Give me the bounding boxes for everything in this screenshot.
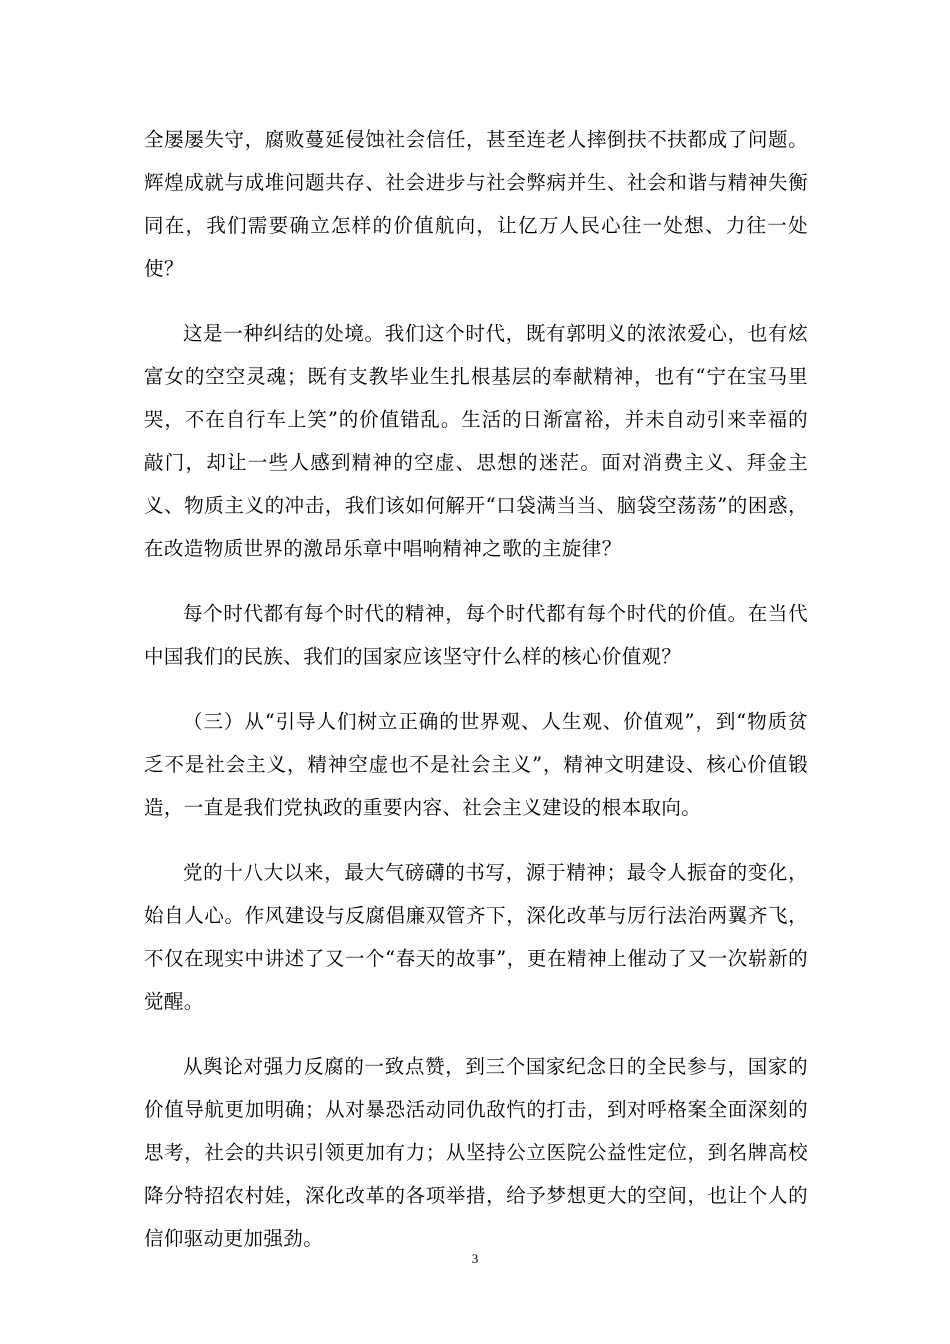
document-body: [144, 118, 808, 1282]
paragraph-dilemma: 这是一种纠结的处境。我们这个时代，既有郭明义的浓浓爱心，也有炫富女的空空灵魂；既有支教毕业生扎根基层的奉献精神，也有“宁在宝马里哭，不在自行车上笑”的价值错乱。生活的日渐富裕，并未自动引来幸福的敲门，却让一些人感到精神的空虚、思想的迷茫。面对消费主义、拜金主义、物质主义的冲击，我们该如何解开“口袋满当当、脑袋空荡荡”的困惑，在改造物质世界的激昂乐章中唱响精神之歌的主旋律？: [144, 322, 808, 560]
paragraph-section-three: （三）从“引导人们树立正确的世界观、人生观、价值观”，到“物质贫乏不是社会主义，精神空虚也不是社会主义”，精神文明建设、核心价值锻造，一直是我们党执政的重要内容、社会主义建设的根本取向。: [144, 710, 808, 819]
paragraph-eighteenth-congress: 党的十八大以来，最大气磅礴的书写，源于精神；最令人振奋的变化，始自人心。作风建设与反腐倡廉双管齐下，深化改革与厉行法治两翼齐飞，不仅在现实中讲述了又一个“春天的故事”，更在精神上催动了又一次崭新的觉醒。: [144, 861, 808, 1013]
paragraph-era-spirit: 每个时代都有每个时代的精神，每个时代都有每个时代的价值。在当代中国我们的民族、我们的国家应该坚守什么样的核心价值观？: [144, 602, 808, 668]
paragraph-value-navigation: 从舆论对强力反腐的一致点赞，到三个国家纪念日的全民参与，国家的价值导航更加明确；从对暴恐活动同仇敌忾的打击，到对呼格案全面深刻的思考，社会的共识引领更加有力；从坚持公立医院公益性定位，到名牌高校降分特招农村娃，深化改革的各项举措，给予梦想更大的空间，也让个人的信仰驱动更加强劲。: [144, 1055, 808, 1250]
page-number: 3: [471, 1251, 479, 1266]
paragraph-continuation: 全屡屡失守，腐败蔓延侵蚀社会信任，甚至连老人摔倒扶不扶都成了问题。辉煌成就与成堆问题共存、社会进步与社会弊病并生、社会和谐与精神失衡同在，我们需要确立怎样的价值航向，让亿万人民心往一处想、力往一处使？: [144, 128, 808, 280]
